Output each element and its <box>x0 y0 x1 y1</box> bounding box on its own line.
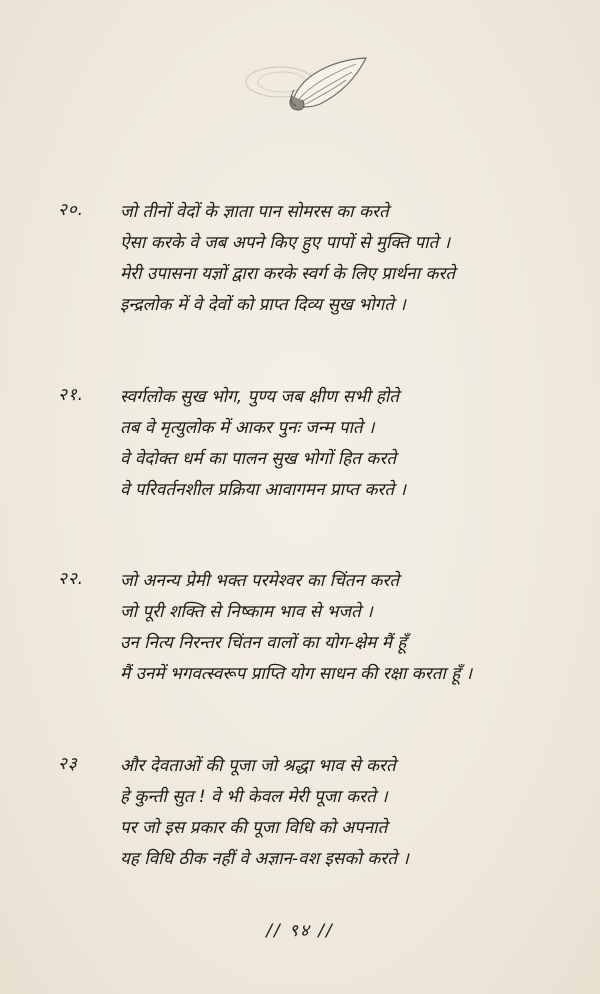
verse-line: उन नित्य निरन्तर चिंतन वालों का योग-क्षेम मैं हूँ <box>120 633 407 653</box>
verse-number: २२. <box>58 569 85 589</box>
page-number: // ९४ // <box>266 921 334 941</box>
verse-number: २३ <box>58 754 78 774</box>
verse-line: ऐसा करके वे जब अपने किए हुए पापों से मुक्ति पाते । <box>120 233 451 253</box>
verse-line: मैं उनमें भगवत्स्वरूप प्राप्ति योग साधन की रक्षा करता हूँ । <box>120 664 473 684</box>
verse-line: मेरी उपासना यज्ञों द्वारा करके स्वर्ग के लिए प्रार्थना करते <box>120 264 456 284</box>
verse-line: और देवताओं की पूजा जो श्रद्धा भाव से करते <box>120 756 396 776</box>
verse-line: यह विधि ठीक नहीं वे अज्ञान-वश इसको करते । <box>120 849 409 869</box>
verse-lines <box>120 197 560 321</box>
verse-number: २१. <box>58 385 85 405</box>
verse-number: २०. <box>58 200 85 220</box>
verse-line: वे परिवर्तनशील प्रक्रिया आवागमन प्राप्त करते । <box>120 480 406 500</box>
verse-line: जो पूरी शक्ति से निष्काम भाव से भजते । <box>120 602 373 622</box>
verse-lines <box>120 382 560 506</box>
verse-line: जो अनन्य प्रेमी भक्त परमेश्वर का चिंतन करते <box>120 571 400 591</box>
verse-lines <box>120 566 560 690</box>
conch-shell-icon <box>240 46 370 116</box>
verse-line: स्वर्गलोक सुख भोग, पुण्य जब क्षीण सभी होते <box>120 387 399 407</box>
verse-line: इन्द्रलोक में वे देवों को प्राप्त दिव्य सुख भोगते । <box>120 295 406 315</box>
verse-line: पर जो इस प्रकार की पूजा विधि को अपनाते <box>120 818 388 838</box>
verse-line: तब वे मृत्युलोक में आकर पुनः जन्म पाते । <box>120 418 375 438</box>
verse-line: जो तीनों वेदों के ज्ञाता पान सोमरस का करते <box>120 202 389 222</box>
verse-line: वे वेदोक्त धर्म का पालन सुख भोगों हित करते <box>120 449 397 469</box>
verse-line: हे कुन्ती सुत ! वे भी केवल मेरी पूजा करते । <box>120 787 388 807</box>
verse-lines <box>120 751 560 875</box>
